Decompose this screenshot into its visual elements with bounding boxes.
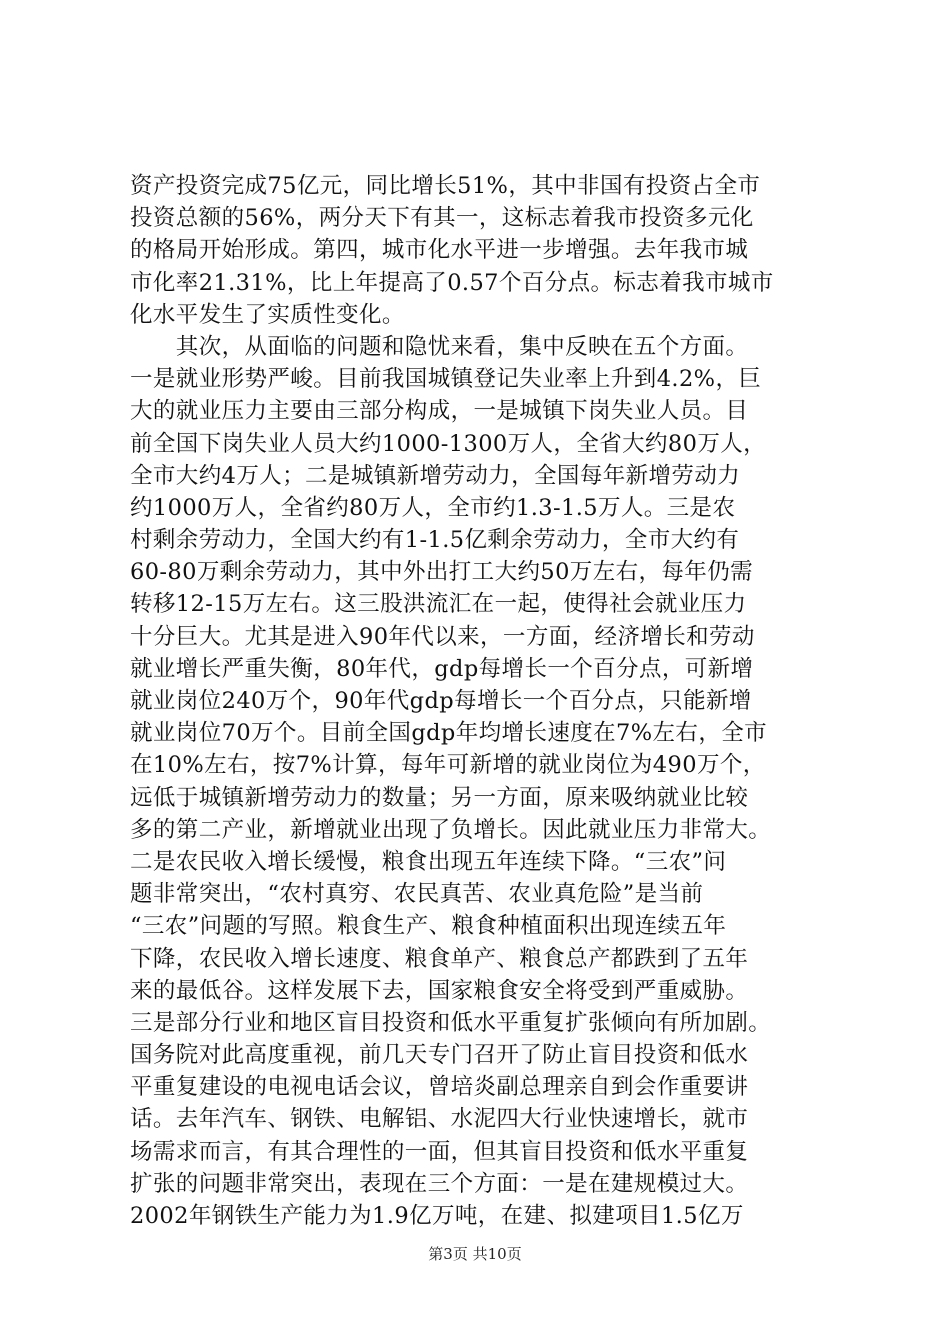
text-line: 全市大约4万人；二是城镇新增劳动力，全国每年新增劳动力: [130, 462, 741, 489]
text-line: 来的最低谷。这样发展下去，国家粮食安全将受到严重威胁。: [130, 977, 749, 1004]
text-line: 平重复建设的电视电话会议，曾培炎副总理亲自到会作重要讲: [130, 1074, 749, 1101]
page-footer: 第3页 共10页: [428, 1245, 522, 1263]
text-line: 前全国下岗失业人员大约1000-1300万人，全省大约80万人，: [130, 430, 767, 457]
text-line: 三是部分行业和地区盲目投资和低水平重复扩张倾向有所加剧。: [130, 1009, 772, 1036]
text-line: 场需求而言，有其合理性的一面，但其盲目投资和低水平重复: [130, 1138, 749, 1165]
text-line: 十分巨大。尤其是进入90年代以来，一方面，经济增长和劳动: [130, 623, 755, 650]
text-line: 扩张的问题非常突出，表现在三个方面：一是在建规模过大。: [130, 1170, 749, 1197]
text-line: 下降，农民收入增长速度、粮食单产、粮食总产都跌到了五年: [130, 945, 749, 972]
text-line: 的格局开始形成。第四，城市化水平进一步增强。去年我市城: [130, 237, 749, 264]
text-line: 就业岗位240万个，90年代gdp每增长一个百分点，只能新增: [130, 688, 752, 714]
text-line: 多的第二产业，新增就业出现了负增长。因此就业压力非常大。: [130, 816, 772, 843]
text-line: 就业增长严重失衡，80年代，gdp每增长一个百分点，可新增: [130, 655, 754, 682]
body-text: [130, 170, 830, 1232]
text-line: 一是就业形势严峻。目前我国城镇登记失业率上升到4.2%，巨: [130, 366, 762, 393]
text-line: 60-80万剩余劳动力，其中外出打工大约50万左右，每年仍需: [130, 559, 753, 586]
text-line: 转移12-15万左右。这三股洪流汇在一起，使得社会就业压力: [130, 591, 747, 618]
text-line: 在10%左右，按7%计算，每年可新增的就业岗位为490万个，: [130, 752, 766, 779]
text-line: 约1000万人，全省约80万人，全市约1.3-1.5万人。三是农: [130, 494, 736, 521]
text-line: 市化率21.31%，比上年提高了0.57个百分点。标志着我市城市: [130, 269, 774, 296]
text-line: 其次，从面临的问题和隐忧来看，集中反映在五个方面。: [130, 333, 749, 360]
text-line: 题非常突出，“农村真穷、农民真苦、农业真危险”是当前: [130, 881, 704, 908]
text-line: 大的就业压力主要由三部分构成，一是城镇下岗失业人员。目: [130, 398, 749, 425]
text-line: 话。去年汽车、钢铁、电解铝、水泥四大行业快速增长，就市: [130, 1106, 749, 1133]
text-line: 村剩余劳动力，全国大约有1-1.5亿剩余劳动力，全市大约有: [130, 527, 740, 554]
text-line: 化水平发生了实质性变化。: [130, 301, 405, 328]
text-line: 2002年钢铁生产能力为1.9亿万吨，在建、拟建项目1.5亿万: [130, 1203, 744, 1229]
text-line: 就业岗位70万个。目前全国gdp年均增长速度在7%左右，全市: [130, 720, 768, 747]
text-line: 二是农民收入增长缓慢，粮食出现五年连续下降。“三农”问: [130, 848, 727, 875]
text-line: 投资总额的56%，两分天下有其一，这标志着我市投资多元化: [130, 205, 754, 232]
text-line: 国务院对此高度重视，前几天专门召开了防止盲目投资和低水: [130, 1042, 749, 1069]
text-line: 资产投资完成75亿元，同比增长51%，其中非国有投资占全市: [130, 173, 761, 199]
text-line: “三农”问题的写照。粮食生产、粮食种植面积出现连续五年: [130, 913, 727, 940]
text-line: 远低于城镇新增劳动力的数量；另一方面，原来吸纳就业比较: [130, 784, 749, 811]
